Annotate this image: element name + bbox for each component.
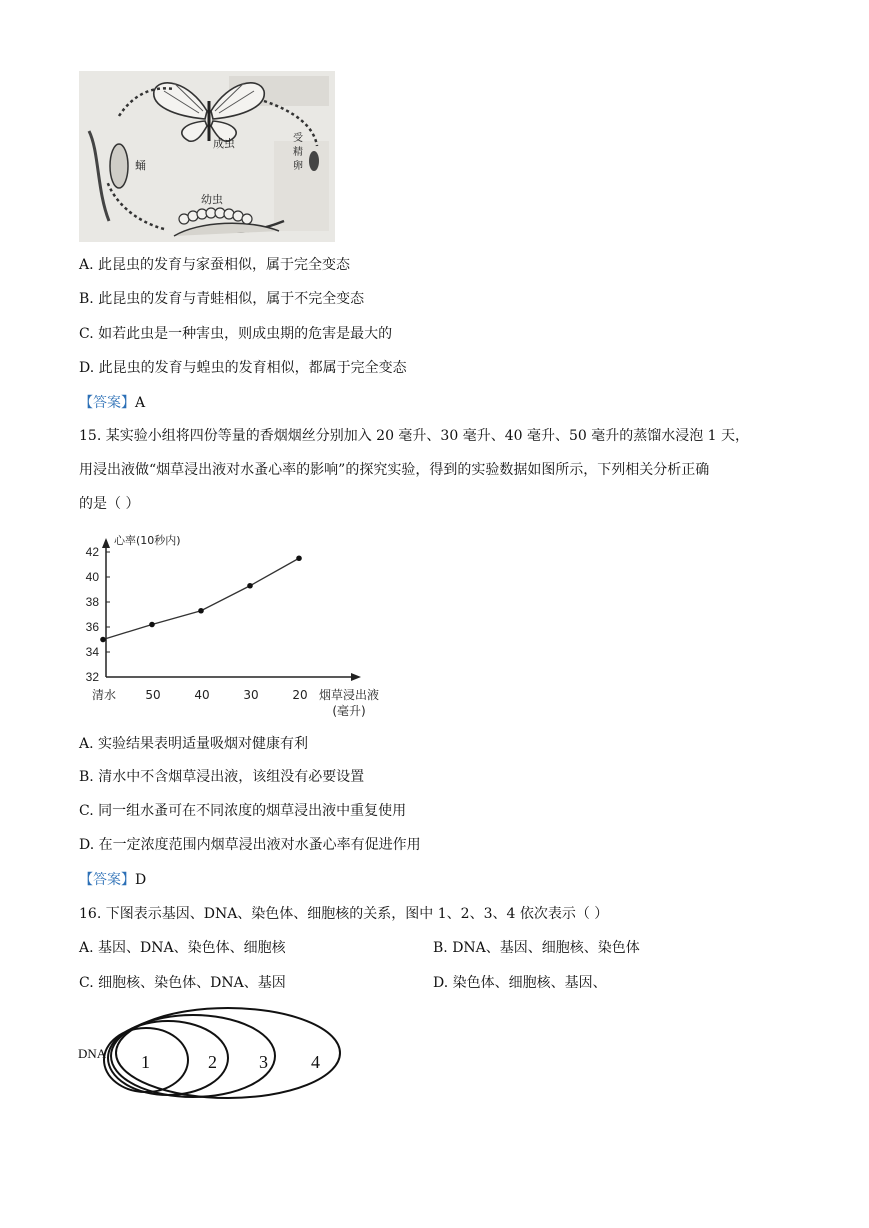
q15-answer-tag: 【答案】 — [79, 872, 135, 888]
label-egg-char-2: 精 — [293, 147, 303, 158]
nested-ellipses-diagram — [78, 1005, 348, 1100]
data-point — [198, 608, 204, 614]
q16-option-d: D. 染色体、细胞核、基因、 — [433, 975, 607, 991]
y-tick-label: 40 — [85, 570, 99, 584]
x-tick-label: 20 — [292, 688, 308, 702]
y-tick-label: 34 — [85, 645, 99, 659]
x-axis-arrow — [351, 673, 361, 681]
data-point — [296, 555, 302, 561]
insect-lifecycle-drawing — [79, 71, 335, 242]
q16-stem: 16. 下图表示基因、DNA、染色体、细胞核的关系，图中 1、2、3、4 依次表示（ ） — [79, 906, 609, 922]
data-point — [247, 583, 253, 589]
heart-rate-chart-svg — [79, 522, 389, 722]
q14-answer — [79, 394, 145, 412]
series-line — [103, 558, 299, 639]
q14-option-d: D. 此昆虫的发育与蝗虫的发育相似，都属于完全变态 — [79, 360, 407, 376]
q16-option-c: C. 细胞核、染色体、DNA、基因 — [79, 975, 286, 991]
y-tick-label: 38 — [85, 595, 99, 609]
label-egg-char-1: 受 — [293, 133, 303, 144]
q15-option-d: D. 在一定浓度范围内烟草浸出液对水蚤心率有促进作用 — [79, 837, 421, 853]
data-point — [100, 637, 106, 643]
y-axis-label: 心率(10秒内) — [114, 534, 181, 547]
q15-stem-line-2: 用浸出液做“烟草浸出液对水蚤心率的影响”的探究实验，得到的实验数据如图所示，下列相关分析正确 — [79, 462, 710, 478]
x-tick-label: 50 — [145, 688, 161, 702]
y-axis-arrow — [102, 538, 110, 548]
x-tick-label: 30 — [243, 688, 259, 702]
label-adult: 成虫 — [213, 137, 235, 150]
heart-rate-chart — [79, 522, 389, 722]
q15-option-a: A. 实验结果表明适量吸烟对健康有利 — [79, 736, 309, 752]
x-axis-label: 烟草浸出液 — [318, 688, 380, 702]
q16-option-b: B. DNA、基因、细胞核、染色体 — [433, 940, 640, 956]
y-tick-label: 42 — [85, 545, 99, 559]
ellipse-label-1: 1 — [141, 1052, 150, 1072]
data-point — [149, 622, 155, 628]
q16-option-a: A. 基因、DNA、染色体、细胞核 — [79, 940, 286, 956]
q14-option-c: C. 如若此虫是一种害虫，则成虫期的危害是最大的 — [79, 326, 393, 342]
y-tick-label: 36 — [85, 620, 99, 634]
ellipse-label-4: 4 — [311, 1052, 320, 1072]
q15-option-c: C. 同一组水蚤可在不同浓度的烟草浸出液中重复使用 — [79, 803, 407, 819]
q15-answer — [79, 871, 146, 889]
label-egg-char-3: 卵 — [293, 161, 303, 172]
y-tick-label: 32 — [85, 670, 99, 684]
q15-stem-line-3: 的是（ ） — [79, 496, 140, 512]
q14-answer-tag: 【答案】 — [79, 395, 135, 411]
ellipse-label-2: 2 — [208, 1052, 217, 1072]
ellipse-label-3: 3 — [259, 1052, 268, 1072]
q14-answer-value: A — [135, 395, 146, 411]
label-pupa: 蛹 — [135, 159, 146, 172]
insect-lifecycle-image — [79, 71, 335, 242]
q15-answer-value: D — [135, 872, 147, 888]
x-tick-label: 清水 — [91, 688, 117, 702]
q15-option-b: B. 清水中不含烟草浸出液，该组没有必要设置 — [79, 769, 365, 785]
q14-option-a: A. 此昆虫的发育与家蚕相似，属于完全变态 — [79, 257, 351, 273]
x-axis-unit: (毫升) — [332, 704, 366, 718]
nested-ellipses-svg — [78, 1005, 348, 1100]
diagram-side-label: DNA — [78, 1046, 107, 1061]
q15-stem-line-1: 15. 某实验小组将四份等量的香烟烟丝分别加入 20 毫升、30 毫升、40 毫升、50 毫升的蒸馏水浸泡 1 天， — [79, 428, 750, 444]
label-larva: 幼虫 — [201, 193, 223, 206]
x-tick-label: 40 — [194, 688, 210, 702]
q14-option-b: B. 此昆虫的发育与青蛙相似，属于不完全变态 — [79, 291, 365, 307]
